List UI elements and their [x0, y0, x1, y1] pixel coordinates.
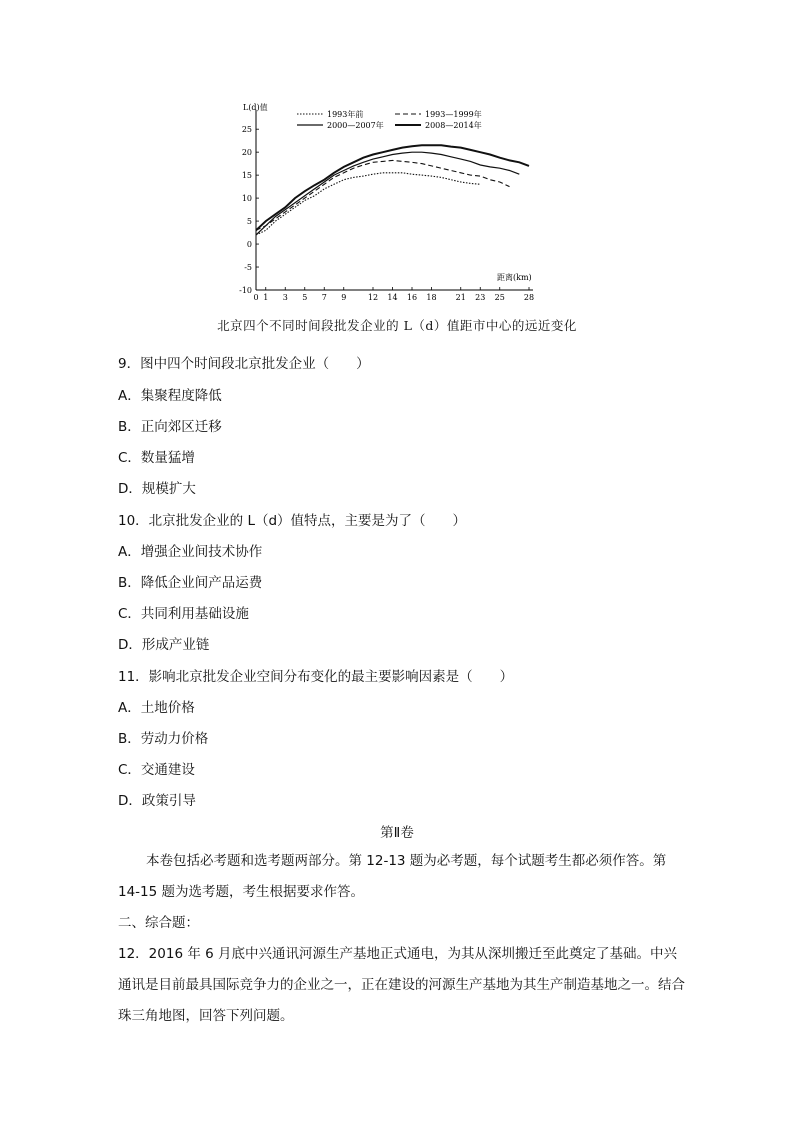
question-11-stem: 11．影响北京批发企业空间分布变化的最主要影响因素是（ ）	[118, 669, 514, 685]
question-11-option-b: B．劳动力价格	[118, 731, 209, 747]
x-tick-label: 3	[282, 293, 288, 302]
x-tick-label: 0	[253, 293, 259, 302]
question-10-option-c: C．共同利用基础设施	[118, 606, 249, 622]
question-11-option-c: C．交通建设	[118, 762, 195, 778]
question-9-option-b: B．正向郊区迁移	[118, 419, 222, 435]
question-10-option-b: B．降低企业间产品运费	[118, 575, 263, 591]
x-axis-label: 距离(km)	[497, 273, 532, 282]
x-tick-label: 12	[367, 293, 379, 302]
y-tick-label: 10	[241, 194, 252, 204]
x-tick-label: 7	[321, 293, 327, 302]
x-tick-label: 21	[455, 293, 466, 302]
question-10-stem: 10．北京批发企业的 L（d）值特点，主要是为了（ ）	[118, 513, 467, 529]
y-tick-label: 5	[246, 217, 252, 227]
y-tick-label: -5	[244, 263, 252, 273]
legend-label-1: 1993年前	[327, 110, 364, 119]
section-title: 第Ⅱ卷	[380, 825, 414, 841]
legend-label-3: 2000—2007年	[327, 121, 384, 130]
x-tick-label: 16	[406, 293, 418, 302]
section-heading: 二、综合题：	[118, 915, 199, 931]
x-tick-label: 18	[426, 293, 437, 302]
legend-label-2: 1993—1999年	[425, 110, 482, 119]
y-tick-label: 20	[241, 148, 252, 158]
series-line-2	[256, 160, 510, 230]
section-intro: 本卷包括必考题和选考题两部分。第 12-13 题为必考题，每个试题考生都必须作答。第 14-15 题为选考题，考生根据要求作答。	[118, 853, 667, 900]
x-tick-label: 5	[302, 293, 308, 302]
y-tick-label: -10	[239, 286, 252, 295]
question-12-text: 12．2016 年 6 月底中兴通讯河源生产基地正式通电，为其从深圳搬迁至此奠定了基础。中兴通讯是目前最具国际竞争力的企业之一，正在建设的河源生产基地为其生产制造基地之一。结合珠三角地图，回答下列问题。	[118, 946, 685, 1024]
x-tick-label: 25	[494, 293, 505, 302]
series-lines	[256, 145, 529, 235]
question-9-option-a: A．集聚程度降低	[118, 388, 222, 404]
chart-caption: 北京四个不同时间段批发企业的 L（d）值距市中心的远近变化	[217, 318, 577, 333]
x-tick-label: 23	[475, 293, 486, 302]
series-line-3	[256, 152, 519, 235]
x-tick-label: 1	[263, 293, 269, 302]
x-tick-label: 9	[341, 293, 347, 302]
y-axis-label: L(d)值	[243, 103, 268, 112]
y-tick-label: 0	[246, 240, 252, 250]
y-tick-label: 25	[241, 125, 252, 135]
question-9-stem: 9．图中四个时间段北京批发企业（ ）	[118, 356, 370, 372]
legend	[297, 109, 482, 130]
chart	[225, 96, 555, 308]
question-10-option-d: D．形成产业链	[118, 637, 210, 653]
ld-line-chart	[225, 96, 555, 308]
x-tick-label: 14	[387, 293, 398, 302]
y-tick-label: 15	[241, 171, 252, 181]
x-tick-label: 28	[523, 293, 535, 302]
question-11-option-a: A．土地价格	[118, 700, 195, 716]
series-line-4	[256, 145, 529, 230]
question-9-option-c: C．数量猛增	[118, 450, 195, 466]
question-9-option-d: D．规模扩大	[118, 481, 196, 497]
question-10-option-a: A．增强企业间技术协作	[118, 544, 263, 560]
axes	[239, 110, 534, 302]
legend-label-4: 2008—2014年	[425, 121, 482, 130]
question-11-option-d: D．政策引导	[118, 793, 196, 809]
